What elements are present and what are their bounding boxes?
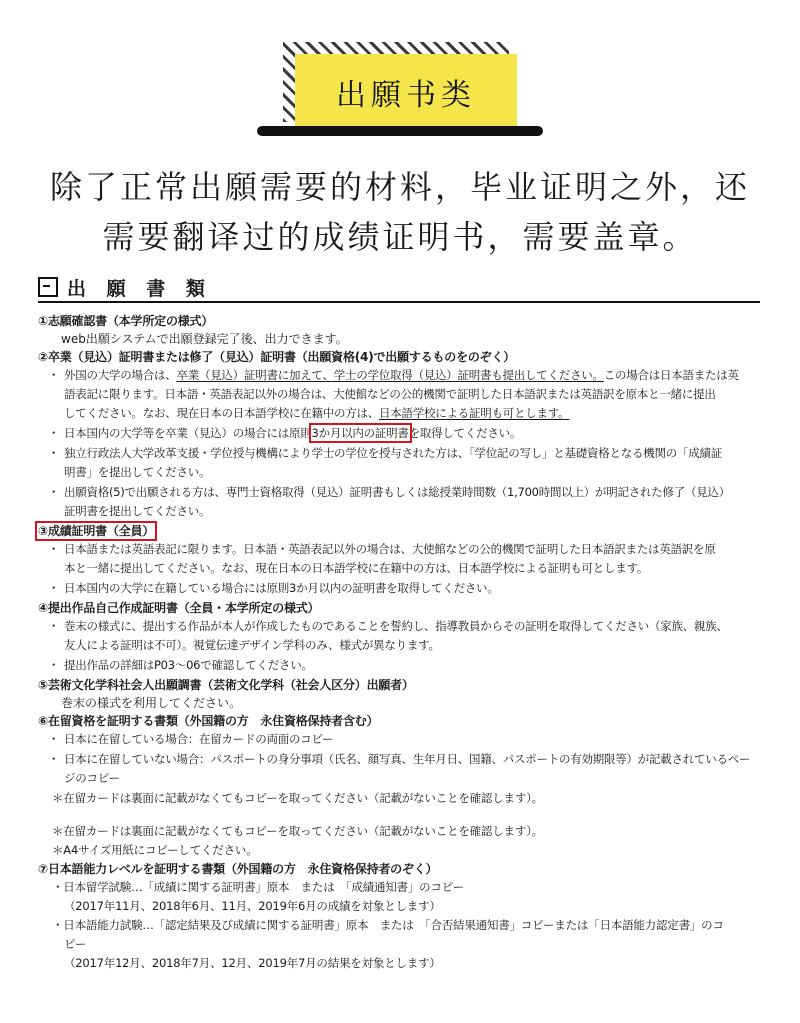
headline-line-2: 需要翻译过的成绩证明书，需要盖章。 (102, 218, 698, 256)
title-badge-box (295, 54, 517, 130)
bullet-text: ・ 日本に在留していない場合：パスポートの身分事項（氏名、顔写真、生年月日、国籍、パスポートの有効期限等）が記載されているペー (64, 752, 751, 766)
item-2-bullet-2 (38, 424, 766, 443)
item-6-note-1: ＊在留カードは裏面に記載がなくてもコピーを取ってください（記載がないことを確認します）。 (52, 791, 543, 805)
item-6-bullet-1 (38, 730, 766, 749)
bullet-text: 本と一緒に提出してください。なお、現在日本の日本語学校に在籍中の方は、日本語学校による証明も可とします。 (64, 561, 649, 575)
item-2-bullet-4 (38, 483, 766, 521)
bullet-text: ・ 巻末の様式に、提出する作品が本人が作成したものであることを誓約し、指導教員からその証明を取得してください（家族、親族、 (64, 619, 728, 633)
item-1-text: web出願システムで出願登録完了後、出力できます。 (61, 332, 348, 346)
item-7-entry-2 (38, 916, 766, 973)
section-title: 出 願 書 類 (67, 277, 212, 300)
item-2-bullet-3 (38, 444, 766, 482)
item-4-bullet-1 (38, 617, 766, 655)
bullet-text: ・ 出願資格(5)で出願される方は、専門士資格取得（見込）証明書もしくは総授業時間数（1,700時間以上）が明記された修了（見込） (64, 485, 730, 499)
bullet-text: 語表記に限ります。日本語・英語表記以外の場合は、大使館などの公的機関で証明した日本語訳または英語訳を原本と一緒に提出 (64, 387, 716, 401)
bullet-text: ・ 日本に在留している場合：在留カードの両面のコピー (64, 732, 334, 746)
underlined-text: 卒業（見込）証明書に加えて、学士の学位取得（見込）証明書も提出してください。 (176, 368, 604, 382)
item-3-bullet-1 (38, 540, 766, 578)
item-6-heading: ⑥在留資格を証明する書類（外国籍の方 永住資格保持者含む） (38, 714, 379, 728)
item-2-heading: ②卒業（見込）証明書または修了（見込）証明書（出願資格(4)で出願するものをのぞく） (38, 350, 516, 364)
bullet-text: 日本国内の大学等を卒業（見込）の場合には原則 (64, 426, 312, 440)
bracket-icon (38, 277, 58, 297)
bullet-text: 外国の大学の場合は、 (64, 368, 177, 382)
item-6-bullet-2 (38, 750, 766, 788)
item-5-heading: ⑤芸術文化学科社会人出願調書（芸術文化学科（社会人区分）出願者） (38, 678, 414, 692)
item-1-heading: ①志願確認書（本学所定の様式） (38, 314, 214, 328)
item-5-text: 巻末の様式を利用してください。 (61, 696, 242, 710)
bullet-text: この場合は日本語または英 (603, 368, 739, 382)
highlight-box-3-month-certificate: 3か月以内の証明書 (311, 426, 409, 440)
bullet-text: ジのコピー (64, 771, 120, 785)
underlined-text: 日本語学校による証明も可とします。 (379, 406, 570, 420)
headline-line-1: 除了正常出願需要的材料，毕业证明之外，还 (49, 168, 750, 206)
entry-text: （2017年11月、2018年6月、11月、2019年6月の成績を対象とします） (64, 899, 441, 913)
bullet-text: 証明書を提出してください。 (64, 504, 211, 518)
title-underline-bar (257, 126, 543, 136)
highlight-box-transcript: ③成績証明書（全員） (38, 524, 155, 538)
bullet-text: ・ 提出作品の詳細はP03～06で確認してください。 (64, 658, 313, 672)
headline (20, 162, 780, 262)
bullet-text: 明書」を提出してください。 (64, 465, 211, 479)
item-7-heading: ⑦日本語能力レベルを証明する書類（外国籍の方 永住資格保持者のぞく） (38, 862, 438, 876)
item-6-note-2: ＊在留カードは裏面に記載がなくてもコピーを取ってください（記載がないことを確認します）。 (52, 824, 543, 838)
document-body (38, 312, 766, 973)
item-3-bullet-2 (38, 579, 766, 598)
entry-text: ・日本語能力試験…「認定結果及び成績に関する証明書」原本 または 「合否結果通知書」コピーまたは「日本語能力認定書」のコ (52, 918, 724, 932)
title-badge (283, 42, 517, 130)
bullet-text: を取得してください。 (408, 426, 522, 440)
section-heading (38, 274, 212, 300)
item-2-bullet-1 (38, 366, 766, 423)
entry-text: ・日本留学試験…「成績に関する証明書」原本 または 「成績通知書」のコピー (52, 880, 464, 894)
item-4-bullet-2 (38, 656, 766, 675)
section-divider (38, 301, 760, 303)
item-7-entry-1 (38, 878, 766, 916)
item-6-note-3: ＊A4サイズ用紙にコピーしてください。 (52, 843, 258, 857)
item-4-heading: ④提出作品自己作成証明書（全員・本学所定の様式） (38, 601, 320, 615)
bullet-text: してください。なお、現在日本の日本語学校に在籍中の方は、 (64, 406, 379, 420)
item-3-heading (38, 522, 766, 540)
badge-title: 出願书类 (336, 78, 476, 113)
bullet-text: ・ 日本国内の大学に在籍している場合には原則3か月以内の証明書を取得してください。 (64, 581, 499, 595)
bullet-text: ・ 独立行政法人大学改革支援・学位授与機構により学士の学位を授与された方は、「学位記の写し」と基礎資格となる機関の「成績証 (64, 446, 722, 460)
entry-text: （2017年12月、2018年7月、12月、2019年7月の結果を対象とします） (64, 956, 441, 970)
entry-text: ピー (64, 937, 87, 951)
bullet-text: ・ 日本語または英語表記に限ります。日本語・英語表記以外の場合は、大使館などの公的機関で証明した日本語訳または英語訳を原 (64, 542, 716, 556)
bullet-text: 友人による証明は不可）。視覚伝達デザイン学科のみ、様式が異なります。 (64, 638, 440, 652)
